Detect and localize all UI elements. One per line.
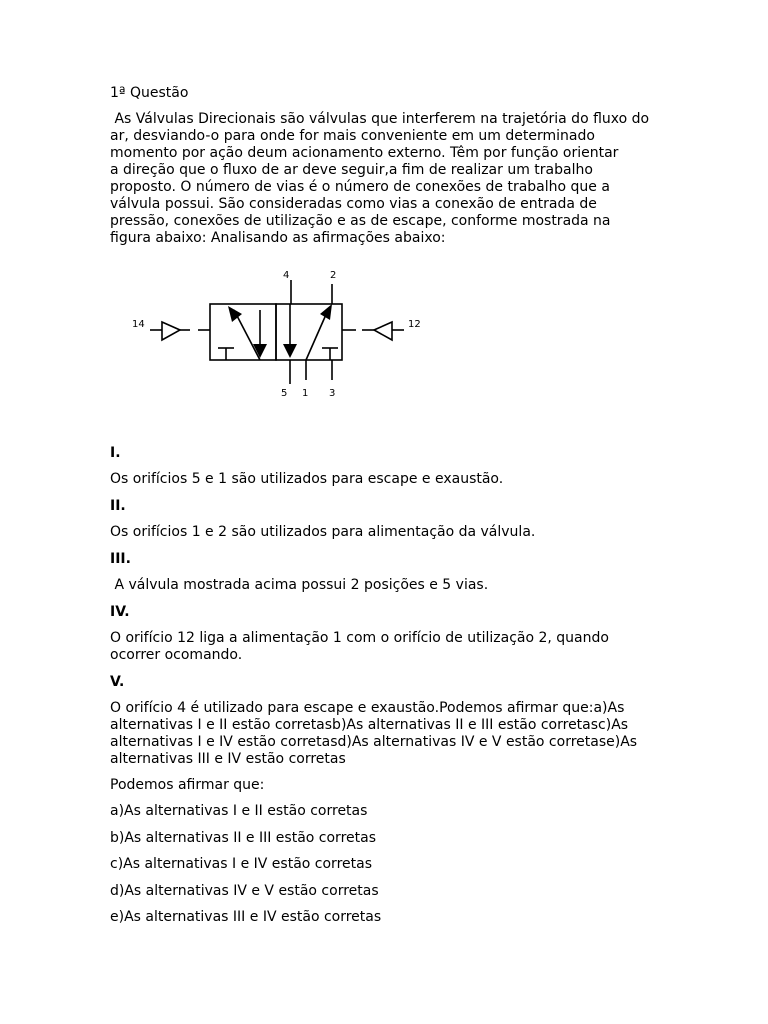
port-label-1: 1 <box>302 388 309 399</box>
statement-text: O orifício 4 é utilizado para escape e exaustão.Podemos afirmar que:a)As alternativas I e II estão corretasb)As alternativas II e III estão corretasc)As alternativas I e IV estão corretasd)As alternativas IV e V estão corretase)As alternativas III e IV estão corretas <box>110 700 638 767</box>
port-label-5: 5 <box>281 388 288 399</box>
intro-line: figura abaixo: Analisando as afirmações abaixo: <box>110 230 446 246</box>
statement-text: A válvula mostrada acima possui 2 posições e 5 vias. <box>110 577 489 593</box>
intro-paragraph <box>110 111 670 247</box>
option-item: e)As alternativas III e IV estão corretas <box>110 909 382 925</box>
valve-diagram <box>110 262 430 412</box>
options-prompt: Podemos afirmar que: <box>110 777 265 793</box>
statement-numeral: I. <box>110 445 121 461</box>
intro-line: momento por ação deum acionamento externo. Têm por função orientar <box>110 145 619 161</box>
intro-line: válvula possui. São consideradas como vias a conexão de entrada de <box>110 196 597 212</box>
option-item: c)As alternativas I e IV estão corretas <box>110 856 372 872</box>
port-label-14: 14 <box>132 319 145 330</box>
statement-numeral: IV. <box>110 604 130 620</box>
statement-text: Os orifícios 1 e 2 são utilizados para alimentação da válvula. <box>110 524 536 540</box>
intro-line: ar, desviando-o para onde for mais conveniente em um determinado <box>110 128 595 144</box>
statement-text: O orifício 12 liga a alimentação 1 com o orifício de utilização 2, quando ocorrer ocomando. <box>110 630 609 663</box>
port-label-2: 2 <box>330 270 337 281</box>
intro-line: a direção que o fluxo de ar deve seguir,a fim de realizar um trabalho <box>110 162 593 178</box>
flow-path-left <box>234 310 260 360</box>
arrow-head-up-right <box>320 304 332 320</box>
question-title: 1ª Questão <box>110 85 189 101</box>
intro-line: As Válvulas Direcionais são válvulas que interferem na trajetória do fluxo do <box>110 111 650 127</box>
option-item: b)As alternativas II e III estão corretas <box>110 830 376 846</box>
intro-line: proposto. O número de vias é o número de conexões de trabalho que a <box>110 179 610 195</box>
port-label-12: 12 <box>408 319 421 330</box>
arrow-head-down-right <box>283 344 297 358</box>
flow-path-right <box>306 310 328 360</box>
port-label-3: 3 <box>329 388 336 399</box>
option-item: d)As alternativas IV e V estão corretas <box>110 883 379 899</box>
pilot-12-triangle <box>374 322 392 340</box>
pilot-14-triangle <box>162 322 180 340</box>
statement-numeral: V. <box>110 674 125 690</box>
statement-numeral: III. <box>110 551 131 567</box>
arrow-head-up-left <box>228 306 242 322</box>
statement-numeral: II. <box>110 498 126 514</box>
intro-line: pressão, conexões de utilização e as de escape, conforme mostrada na <box>110 213 611 229</box>
option-item: a)As alternativas I e II estão corretas <box>110 803 368 819</box>
valve-position-left <box>210 304 276 360</box>
port-label-4: 4 <box>283 270 290 281</box>
statement-text: Os orifícios 5 e 1 são utilizados para escape e exaustão. <box>110 471 504 487</box>
